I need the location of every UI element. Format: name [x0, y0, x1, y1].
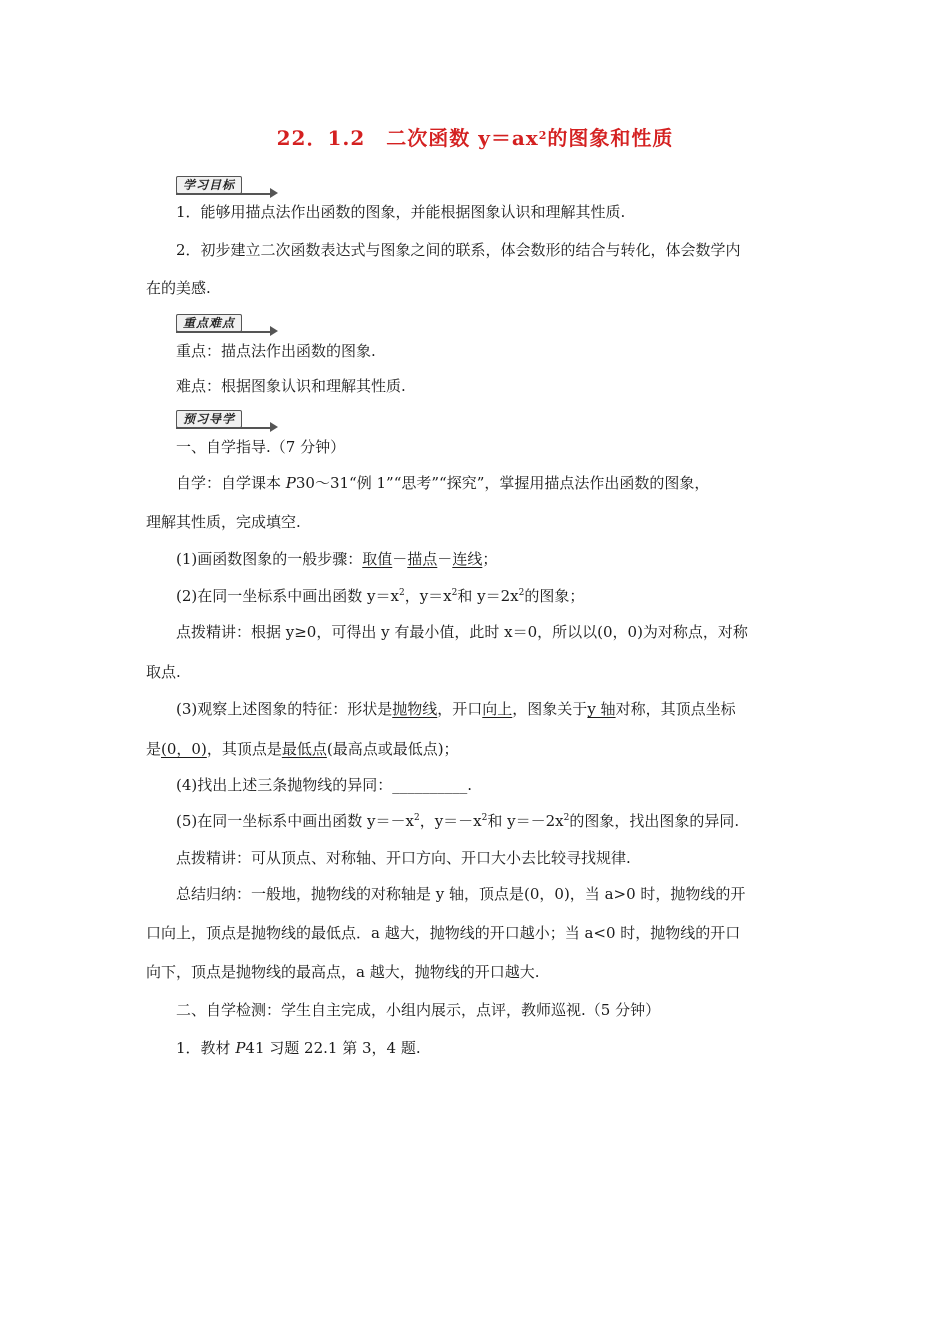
step-2: (2)在同一坐标系中画出函数 $y=x^2$，$y=x^2$和 $y=2x^2$的图象； — [176, 587, 585, 605]
summary-line-2: 口向上，顶点是抛物线的最低点．a 越大，抛物线的开口越小；当 a<0 时，抛物线的开口 — [146, 924, 741, 942]
self-study-line-1: 自学：自学课本 P30～31“例 1”“思考”“探究”，掌握用描点法作出函数的图象， — [176, 474, 710, 492]
section-badge-key-points: 重点难点 — [176, 314, 280, 334]
answer-blank: __________ — [392, 776, 468, 794]
exercise-1: 1．教材 P41 习题 22.1 第 3，4 题. — [176, 1039, 421, 1057]
goal-2-line-2: 在的美感. — [146, 279, 211, 297]
answer-plot-points: 描点 — [407, 550, 438, 568]
key-focus: 重点：描点法作出函数的图象. — [176, 342, 376, 360]
guide-heading: 一、自学指导.（7 分钟） — [176, 438, 346, 456]
self-study-line-2: 理解其性质，完成填空. — [146, 513, 301, 531]
answer-connect-line: 连线 — [452, 550, 483, 568]
step-3-line-2: 是(0，0)，其顶点是最低点(最高点或最低点)； — [146, 740, 459, 758]
tip-1-line-1: 点拨精讲：根据 y≥0，可得出 y 有最小值，此时 x＝0，所以以(0，0)为对称点，对称 — [176, 623, 748, 641]
step-1: (1)画函数图象的一般步骤：取值－描点－连线； — [176, 550, 498, 568]
tip-1-line-2: 取点. — [146, 663, 181, 681]
summary-line-3: 向下，顶点是抛物线的最高点，a 越大，抛物线的开口越大. — [146, 963, 540, 981]
section-badge-goals: 学习目标 — [176, 176, 280, 196]
key-difficulty: 难点：根据图象认识和理解其性质. — [176, 377, 406, 395]
page-title: 22．1.2 二次函数 $y=ax^2$的图象和性质 — [276, 126, 674, 150]
goal-2-line-1: 2．初步建立二次函数表达式与图象之间的联系，体会数形的结合与转化，体会数学内 — [176, 241, 741, 259]
section-badge-preview: 预习导学 — [176, 410, 280, 430]
goal-1: 1．能够用描点法作出函数的图象，并能根据图象认识和理解其性质. — [176, 203, 626, 221]
step-3-line-1: (3)观察上述图象的特征：形状是抛物线，开口向上，图象关于y 轴对称，其顶点坐标 — [176, 700, 736, 718]
answer-take-values: 取值 — [362, 550, 393, 568]
step-4: (4)找出上述三条抛物线的异同：__________. — [176, 776, 473, 794]
summary-line-1: 总结归纳：一般地，抛物线的对称轴是 y 轴，顶点是(0，0)，当 a>0 时，抛物线的开 — [176, 885, 746, 903]
step-5: (5)在同一坐标系中画出函数 $y=-x^2$，$y=-x^2$和 $y=-2x^2$的图象，找出图象的异同. — [176, 812, 740, 830]
self-check-heading: 二、自学检测：学生自主完成，小组内展示，点评，教师巡视.（5 分钟） — [176, 1001, 661, 1019]
tip-2: 点拨精讲：可从顶点、对称轴、开口方向、开口大小去比较寻找规律. — [176, 849, 631, 867]
